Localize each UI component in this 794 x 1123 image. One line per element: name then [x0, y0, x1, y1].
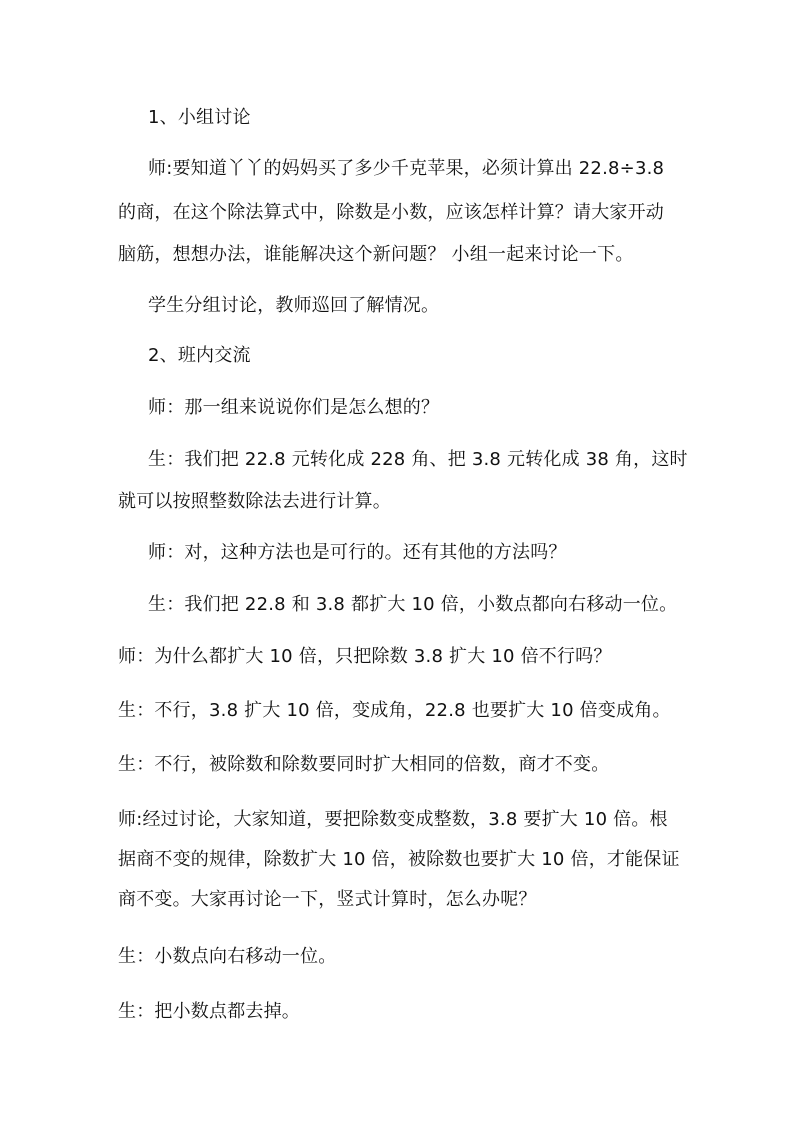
paragraph-line: 据商不变的规律，除数扩大 10 倍，被除数也要扩大 10 倍，才能保证 [118, 849, 680, 870]
paragraph-line: 生：不行，3.8 扩大 10 倍，变成角，22.8 也要扩大 10 倍变成角。 [118, 700, 671, 721]
paragraph-line: 就可以按照整数除法去进行计算。 [118, 491, 391, 512]
paragraph-line: 生：把小数点都去掉。 [118, 1001, 300, 1022]
paragraph-line: 学生分组讨论，教师巡回了解情况。 [148, 295, 440, 316]
section-heading-group-discussion: 1、小组讨论 [148, 107, 251, 128]
paragraph-line: 师：为什么都扩大 10 倍，只把除数 3.8 扩大 10 倍不行吗？ [118, 646, 612, 667]
paragraph-line: 脑筋，想想办法，谁能解决这个新问题？ 小组一起来讨论一下。 [118, 244, 634, 265]
paragraph-line: 生：我们把 22.8 和 3.8 都扩大 10 倍，小数点都向右移动一位。 [148, 594, 678, 615]
paragraph-line: 生：我们把 22.8 元转化成 228 角、把 3.8 元转化成 38 角，这时 [148, 449, 688, 470]
paragraph-line: 师:要知道丫丫的妈妈买了多少千克苹果，必须计算出 22.8÷3.8 [148, 158, 665, 179]
paragraph-line: 生：不行，被除数和除数要同时扩大相同的倍数，商才不变。 [118, 754, 610, 775]
paragraph-line: 师:经过讨论，大家知道，要把除数变成整数，3.8 要扩大 10 倍。根 [118, 809, 668, 830]
paragraph-line: 的商，在这个除法算式中，除数是小数，应该怎样计算？请大家开动 [118, 202, 664, 223]
paragraph-line: 生：小数点向右移动一位。 [118, 946, 337, 967]
section-heading-class-exchange: 2、班内交流 [148, 345, 251, 366]
paragraph-line: 商不变。大家再讨论一下，竖式计算时，怎么办呢？ [118, 889, 537, 910]
paragraph-line: 师：对，这种方法也是可行的。还有其他的方法吗？ [148, 542, 567, 563]
paragraph-line: 师：那一组来说说你们是怎么想的？ [148, 397, 440, 418]
